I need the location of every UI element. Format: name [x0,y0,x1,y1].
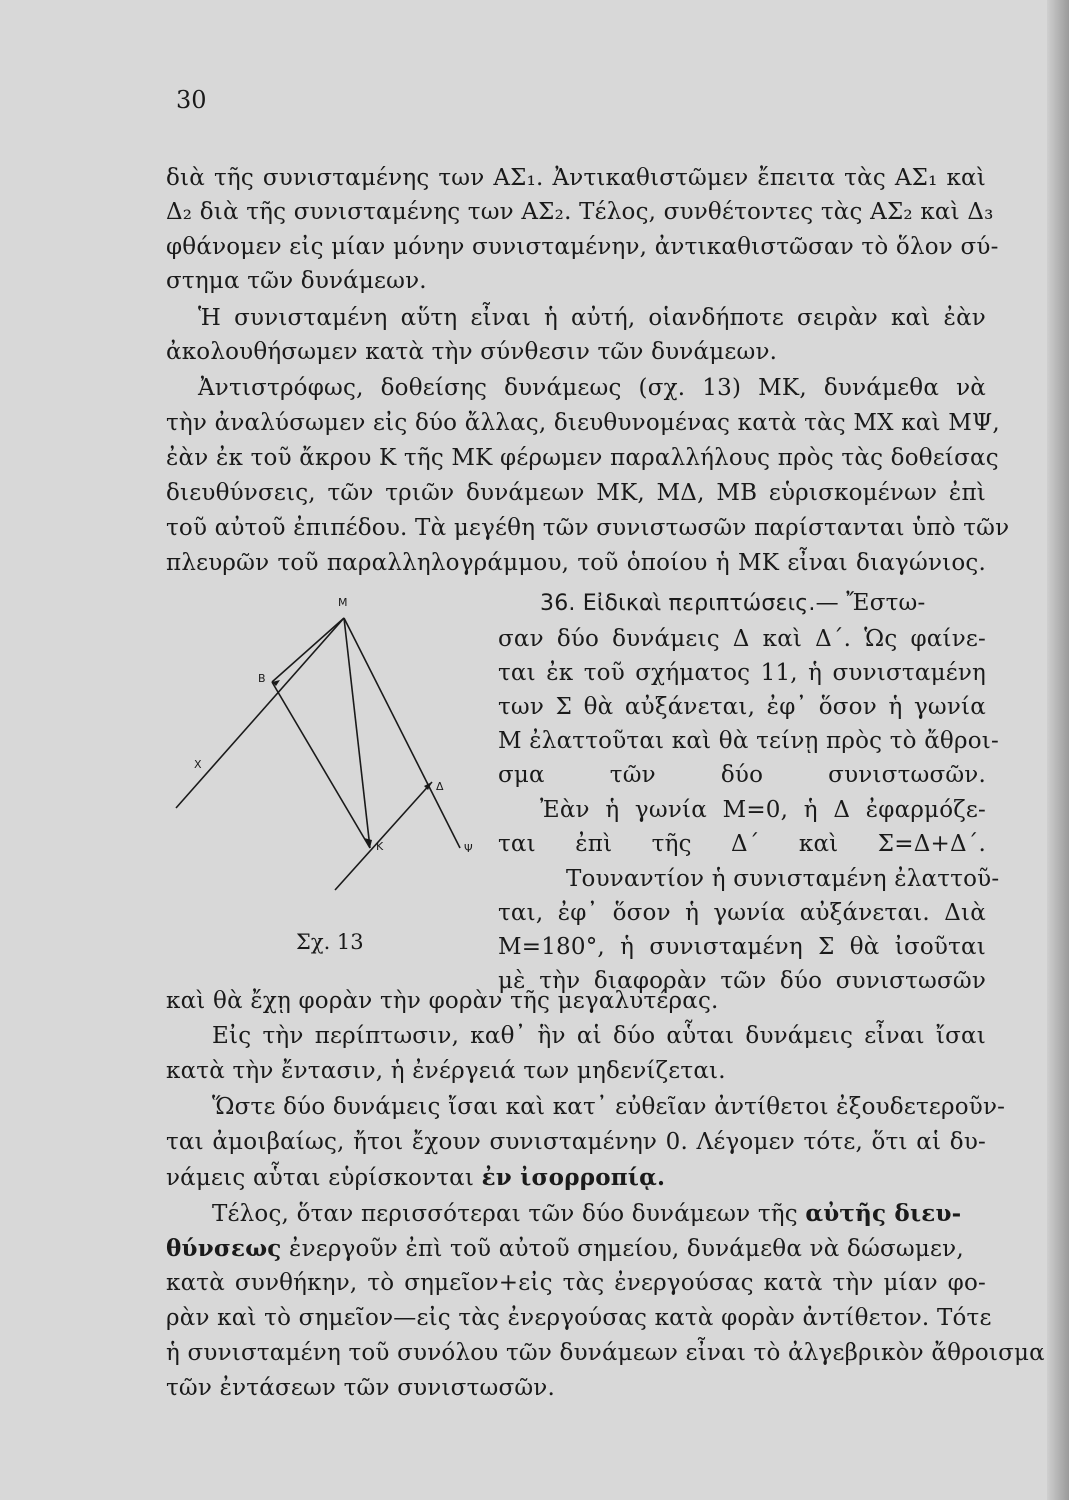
equilibrium-term: ἐν ἰσορροπίᾳ. [481,1164,666,1191]
line-k-delta [335,782,432,890]
text-line: ἡ συνισταμένη τοῦ συνόλου τῶν δυνάμεων εἶναι τὸ ἀλγεβρικὸν ἄθροισμα [166,1340,1045,1366]
text-line: διευθύνσεις, τῶν τριῶν δυνάμεων ΜΚ, ΜΔ, ΜΒ εὑρισκομένων ἐπὶ [166,480,986,506]
text-line: στημα τῶν δυνάμεων. [166,268,427,294]
line-mb [272,618,344,682]
text-line: ται ἐπὶ τῆς Δ΄ καὶ Σ=Δ+Δ΄. [498,831,986,857]
section-heading-rest: — Ἔστω- [815,590,926,616]
text-line: κατὰ τὴν ἔντασιν, ἡ ἐνέργειά των μηδενίζεται. [166,1058,726,1084]
text-line: ται, ἐφ᾽ ὅσον ἡ γωνία αὐξάνεται. Διὰ [498,900,986,926]
text-line: διὰ τῆς συνισταμένης των ΑΣ₁. Ἀντικαθιστῶμεν ἔπειτα τὰς ΑΣ₁ καὶ [166,165,986,191]
text-line: κατὰ συνθήκην, τὸ σημεῖον+εἰς τὰς ἐνεργούσας κατὰ τὴν μίαν φο- [166,1270,986,1296]
text-line: σαν δύο δυνάμεις Δ καὶ Δ΄. Ὡς φαίνε- [498,626,986,652]
text-line: σμα τῶν δύο συνιστωσῶν. [498,762,986,788]
text-line: ἀκολουθήσωμεν κατὰ τὴν σύνθεσιν τῶν δυνάμεων. [166,339,778,365]
label-b: Β [258,672,266,685]
figure-caption: Σχ. 13 [296,930,364,954]
text-line: Δ₂ διὰ τῆς συνισταμένης των ΑΣ₂. Τέλος, συνθέτοντες τὰς ΑΣ₂ καὶ Δ₃ [166,199,994,225]
text-line: μὲ τὴν διαφορὰν τῶν δύο συνιστωσῶν [498,968,986,994]
text-line: Ἡ συνισταμένη αὕτη εἶναι ἡ αὐτή, οἱανδήποτε σειρὰν καὶ ἐὰν [198,305,986,331]
text-line: τοῦ αὐτοῦ ἐπιπέδου. Τὰ μεγέθη τῶν συνιστωσῶν παρίστανται ὑπὸ τῶν [166,515,1010,541]
text-line: τὴν ἀναλύσωμεν εἰς δύο ἄλλας, διευθυνομένας κατὰ τὰς ΜΧ καὶ ΜΨ, [166,410,1000,436]
text-line: Μ ἐλαττοῦται καὶ θὰ τείνῃ πρὸς τὸ ἄθροι- [498,728,999,754]
text-line: φθάνομεν εἰς μίαν μόνην συνισταμένην, ἀντικαθιστῶσαν τὸ ὅλον σύ- [166,234,999,260]
text-line-rest: ἐνεργοῦν ἐπὶ τοῦ αὐτοῦ σημείου, δυνάμεθα νὰ δώσωμεν, [281,1236,964,1262]
label-delta: Δ [436,780,444,793]
text-line: ται ἐκ τοῦ σχήματος 11, ἡ συνισταμένη [498,660,986,686]
text-line: ρὰν καὶ τὸ σημεῖον—εἰς τὰς ἐνεργούσας κατὰ φορὰν ἀντίθετον. Τότε [166,1305,992,1331]
text-line: καὶ θὰ ἔχῃ φορὰν τὴν φορὰν τῆς μεγαλυτέρας. [166,988,719,1014]
page-edge-shadow [1047,0,1069,1500]
arrowhead-k [364,838,372,848]
text-line: Μ=180°, ἡ συνισταμένη Σ θὰ ἰσοῦται [498,934,986,960]
section-heading: 36. Εἰδικαὶ περιπτώσεις. [540,591,816,616]
line-mk [344,618,370,848]
text-line: Ὥστε δύο δυνάμεις ἴσαι καὶ κατ᾽ εὐθεῖαν ἀντίθετοι ἐξουδετεροῦν- [212,1094,1006,1120]
text-line: Ἀντιστρόφως, δοθείσης δυνάμεως (σχ. 13) ΜΚ, δυνάμεθα νὰ [198,375,986,401]
line-m-psi [344,618,460,848]
label-k: Κ [376,840,384,853]
text-line: Τουναντίον ἡ συνισταμένη ἐλαττοῦ- [566,866,1000,892]
text-line: πλευρῶν τοῦ παραλληλογράμμου, τοῦ ὁποίου ἡ ΜΚ εἶναι διαγώνιος. [166,550,986,576]
text-line: Ἐὰν ἡ γωνία Μ=0, ἡ Δ ἐφαρμόζε- [540,797,986,823]
same-direction-term: αὐτῆς διευ- [805,1200,962,1227]
text-line: των Σ θὰ αὐξάνεται, ἐφ᾽ ὅσον ἡ γωνία [498,694,986,720]
force-diagram-figure [160,590,490,920]
line-bk [272,682,370,848]
text-line: ἐὰν ἐκ τοῦ ἄκρου Κ τῆς ΜΚ φέρωμεν παραλλήλους πρὸς τὰς δοθείσας [166,445,999,471]
text-line-prefix: Τέλος, ὅταν περισσότεραι τῶν δύο δυνάμεων τῆς [212,1201,806,1227]
label-x: Χ [194,758,202,771]
same-direction-term-cont: θύνσεως [166,1235,282,1262]
text-line: Εἰς τὴν περίπτωσιν, καθ᾽ ἣν αἱ δύο αὗται δυνάμεις εἶναι ἴσαι [212,1023,986,1049]
line-mx [176,618,344,808]
text-line-prefix: νάμεις αὗται εὑρίσκονται [166,1165,482,1191]
label-psi: Ψ [464,842,473,855]
page-number: 30 [176,86,207,114]
text-line: τῶν ἐντάσεων τῶν συνιστωσῶν. [166,1375,555,1401]
text-line: ται ἀμοιβαίως, ἤτοι ἔχουν συνισταμένην 0. Λέγομεν τότε, ὅτι αἱ δυ- [166,1129,986,1155]
label-m: Μ [338,596,348,609]
